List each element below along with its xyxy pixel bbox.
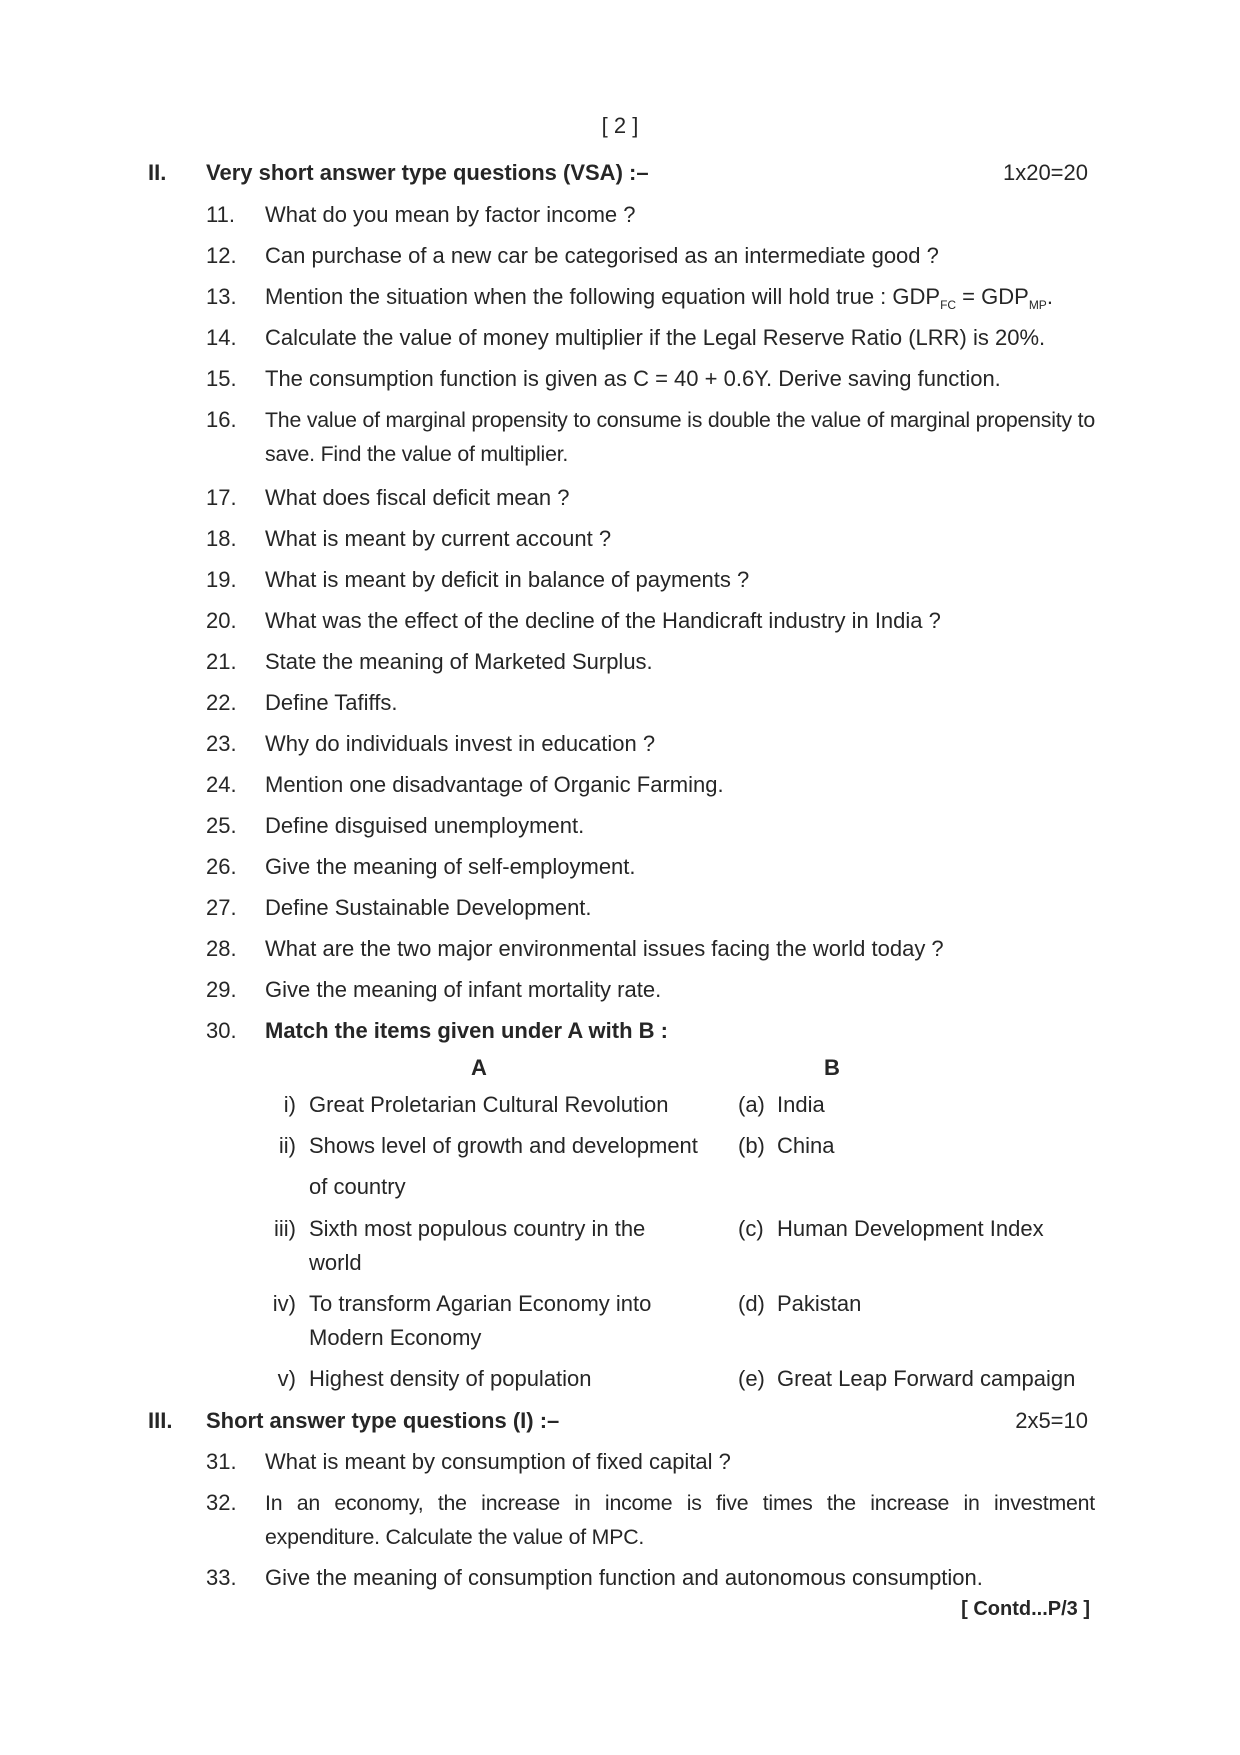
question-text: Give the meaning of self-employment. <box>265 854 636 879</box>
match-a-line: Sixth most populous country in the <box>309 1216 646 1241</box>
equation-text: = GDP <box>956 284 1029 309</box>
match-a-text <box>309 1287 729 1355</box>
match-row-numeral: ii) <box>278 1133 296 1158</box>
match-a-text <box>309 1129 729 1211</box>
question-text: What is meant by deficit in balance of payments ? <box>265 567 750 592</box>
match-b-text: India <box>777 1092 825 1117</box>
match-b-label: (e) <box>738 1366 765 1391</box>
match-a-line: world <box>309 1250 362 1275</box>
section-header-ii <box>148 160 1088 192</box>
match-column-b-heading: B <box>824 1055 840 1080</box>
question-text: Define disguised unemployment. <box>265 813 585 838</box>
question-number: 31. <box>206 1449 237 1474</box>
match-b-label: (c) <box>738 1216 764 1241</box>
question-text: What are the two major environmental issues facing the world today ? <box>265 936 944 961</box>
question-text: Give the meaning of infant mortality rate. <box>265 977 662 1002</box>
page-number: [ 2 ] <box>601 113 639 138</box>
question-number: 14. <box>206 325 237 350</box>
question-number: 32. <box>206 1490 237 1515</box>
question-text: Define Tafiffs. <box>265 690 398 715</box>
question-number: 28. <box>206 936 237 961</box>
subscript-fc: FC <box>940 298 957 312</box>
question-number: 24. <box>206 772 237 797</box>
match-a-text <box>309 1362 729 1396</box>
subscript-mp: MP <box>1028 298 1047 312</box>
question-text: What is meant by current account ? <box>265 526 612 551</box>
question-text <box>265 280 1095 322</box>
question-text: What do you mean by factor income ? <box>265 202 636 227</box>
question-text: Why do individuals invest in education ? <box>265 731 656 756</box>
match-b-text: Human Development Index <box>777 1216 1044 1241</box>
match-b-label: (b) <box>738 1133 765 1158</box>
match-a-text <box>309 1088 729 1122</box>
question-number: 15. <box>206 366 237 391</box>
question-number: 27. <box>206 895 237 920</box>
question-text: State the meaning of Marketed Surplus. <box>265 649 653 674</box>
question-text: The value of marginal propensity to consume is double the value of marginal propensity to save. Find the value of multiplier. <box>265 408 1095 466</box>
match-row-numeral: iv) <box>272 1291 296 1316</box>
question-number: 23. <box>206 731 237 756</box>
question-text: Can purchase of a new car be categorised as an intermediate good ? <box>265 243 939 268</box>
equation-text: Mention the situation when the following equation will hold true : GDP <box>265 284 941 309</box>
question-number: 30. <box>206 1018 237 1043</box>
question-number: 29. <box>206 977 237 1002</box>
question-text: The consumption function is given as C = 40 + 0.6Y. Derive saving function. <box>265 366 1001 391</box>
section-header-iii <box>148 1408 1088 1440</box>
match-a-line: of country <box>309 1174 406 1199</box>
question-number: 16. <box>206 407 237 432</box>
question-number: 18. <box>206 526 237 551</box>
question-text: Define Sustainable Development. <box>265 895 592 920</box>
question-text: What was the effect of the decline of the Handicraft industry in India ? <box>265 608 941 633</box>
question-number: 11. <box>206 202 235 227</box>
question-number: 26. <box>206 854 237 879</box>
question-text: What does fiscal deficit mean ? <box>265 485 570 510</box>
match-b-text: China <box>777 1133 835 1158</box>
question-number: 22. <box>206 690 237 715</box>
section-marks: 2x5=10 <box>1015 1408 1088 1433</box>
match-row-numeral: i) <box>283 1092 296 1117</box>
section-title: Short answer type questions (I) :– <box>206 1408 560 1433</box>
match-a-line: Great Proletarian Cultural Revolution <box>309 1092 669 1117</box>
question-number: 25. <box>206 813 237 838</box>
question-text: What is meant by consumption of fixed capital ? <box>265 1449 731 1474</box>
question-number: 12. <box>206 243 237 268</box>
section-marks: 1x20=20 <box>1002 160 1088 185</box>
match-a-line: Modern Economy <box>309 1325 482 1350</box>
question-number: 33. <box>206 1565 237 1590</box>
question-number: 17. <box>206 485 237 510</box>
question-text: Give the meaning of consumption function and autonomous consumption. <box>265 1565 983 1590</box>
match-b-label: (d) <box>738 1291 765 1316</box>
match-a-line: Shows level of growth and development <box>309 1133 698 1158</box>
match-a-line: Highest density of population <box>309 1366 592 1391</box>
question-text: Match the items given under A with B : <box>265 1018 668 1043</box>
match-column-a-heading: A <box>471 1055 487 1080</box>
question-number: 13. <box>206 284 237 309</box>
section-numeral: II. <box>148 160 167 185</box>
match-row-numeral: iii) <box>274 1216 296 1241</box>
equation-text: . <box>1046 284 1053 309</box>
match-a-line: To transform Agarian Economy into <box>309 1291 652 1316</box>
question-number: 20. <box>206 608 237 633</box>
match-b-text: Pakistan <box>777 1291 862 1316</box>
question-text: Mention one disadvantage of Organic Farming. <box>265 772 724 797</box>
match-b-text: Great Leap Forward campaign <box>777 1366 1076 1391</box>
question-number: 21. <box>206 649 237 674</box>
section-numeral: III. <box>148 1408 173 1433</box>
question-number: 19. <box>206 567 237 592</box>
section-title: Very short answer type questions (VSA) :– <box>206 160 649 185</box>
continued-note: [ Contd...P/3 ] <box>961 1598 1090 1620</box>
match-b-label: (a) <box>738 1092 765 1117</box>
question-text: Calculate the value of money multiplier if the Legal Reserve Ratio (LRR) is 20%. <box>265 325 1046 350</box>
match-row-numeral: v) <box>277 1366 296 1391</box>
match-a-text <box>309 1212 729 1280</box>
question-text: In an economy, the increase in income is five times the increase in investment expenditure. Calculate the value of MPC. <box>265 1491 1095 1549</box>
